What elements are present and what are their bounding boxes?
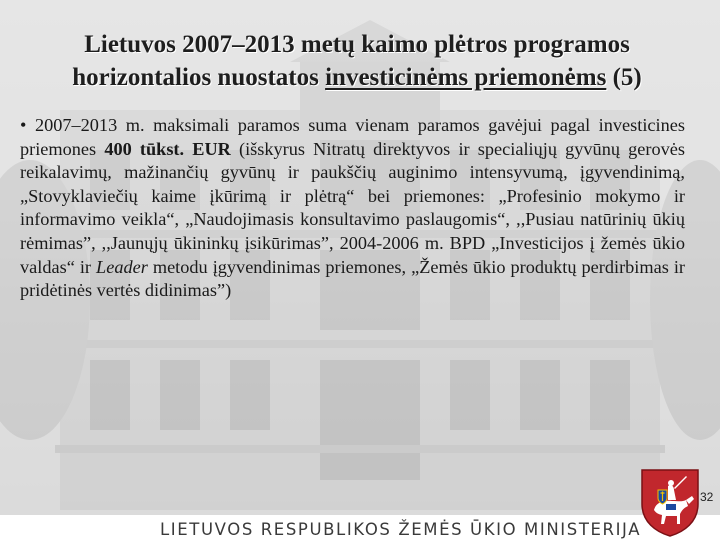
body-text-part-1: 2007–2013 m. maksimali paramos suma vienam paramos gavėjui pagal investicines priemones [20,115,685,159]
body-leader-term: Leader [96,256,148,277]
body-text-part-2: (išskyrus Nitratų direktyvos ir specialiųjų gyvūnų gerovės reikalavimų, mažinančių gyvūnų ir paukščių auginimo intensyvumą, įgyvendinimą, „Stovyklaviečių kaime įkūrimą ir plėtrą“ bei priemones: „Profesinio mokymo ir informavimo veikla“, „Naudojimasis konsultavimo paslaugomis“, ,,Pusiau natūrinių ūkių rėmimas”, ,,Jaunųjų ūkininkų įsikūrimas”, 2004-2006 m. BPD „Investicijos į žemės ūkio valdas“ ir [20,138,685,277]
lithuanian-coat-of-arms-icon [634,466,706,538]
page-number: 32 [700,490,714,504]
title-line-1: Lietuvos 2007–2013 metų kaimo plėtros programos [84,31,630,58]
body-amount: 400 tūkst. EUR [104,138,231,159]
body-text-part-3: metodu įgyvendinimas priemones, „Žemės ūkio produktų perdirbimas ir pridėtinės vertės didinimas”) [20,256,686,301]
body-paragraph [20,114,685,303]
title-underlined-text: investicinėms priemonėms [325,64,607,91]
title-line-2-prefix: horizontalios nuostatos [72,64,326,91]
title-line-2-suffix: (5) [606,64,642,91]
slide-title [12,28,702,94]
bullet: • [20,115,27,135]
ministry-name: LIETUVOS RESPUBLIKOS ŽEMĖS ŪKIO MINISTERIJA [160,520,642,539]
